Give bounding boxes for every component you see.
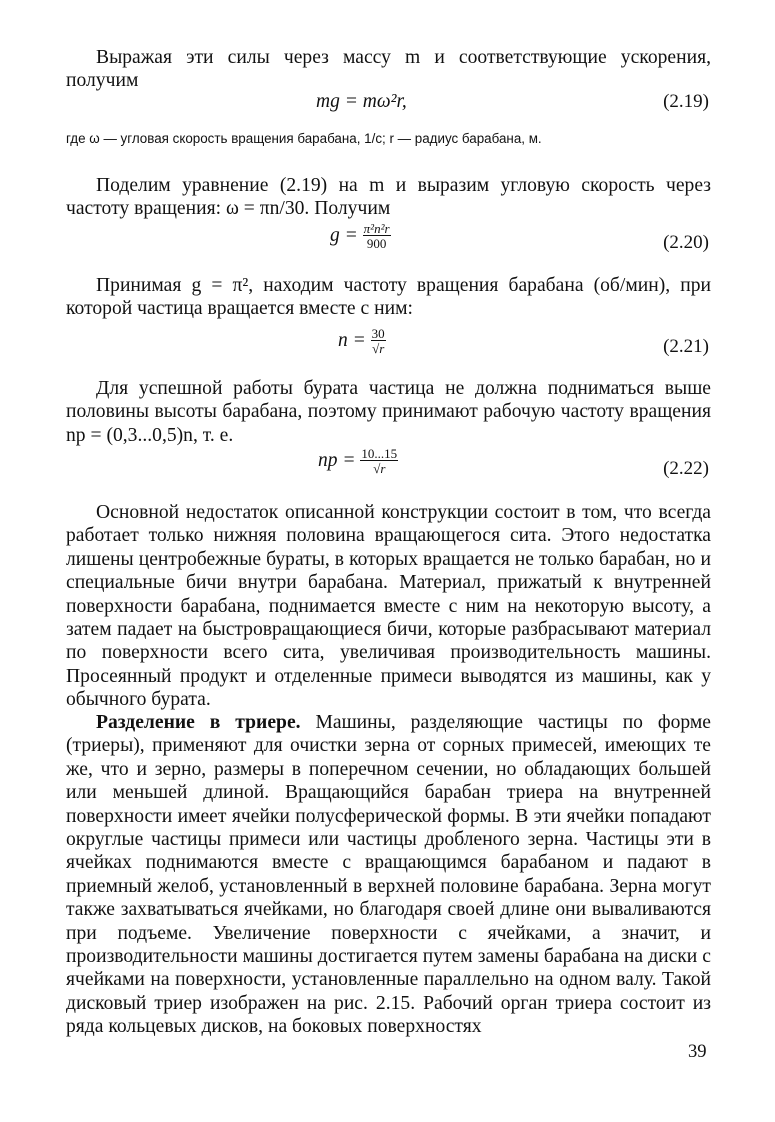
equation-2-22-fraction xyxy=(360,447,398,476)
equation-2-22-denominator: √r xyxy=(373,461,386,476)
paragraph-trier-text: Машины, разделяющие частицы по форме (триеры), применяют для очистки зерна от сорных примесей, имеющих те же, что и зерно, размеры в поперечном сечении, но обладающих большей или меньшей длиной. Вращающийся барабан триера на внутренней поверхности имеет ячейки полусферической формы. В эти ячейки попадают округлые частицы примеси или частицы дробленого зерна. Частицы эти в ячейках поднимаются вместе с вращающимся барабаном и падают в приемный желоб, установленный в верхней половине барабана. Зерна могут также захватываться ячейками, но благодаря своей длине они вываливаются при подъеме. Увеличение поверхности с ячейками, а значит, и производительности машины достигается путем замены барабана на диски с ячейками на поверхности, установленные параллельно на одном валу. Такой дисковый триер изображен на рис. 2.15. Рабочий орган триера состоит из ряда кольцевых дисков, на боковых поверхностях xyxy=(66,712,711,1038)
equation-2-21-fraction xyxy=(371,327,386,356)
paragraph-rotation-frequency-text: Принимая g = π², находим частоту вращения барабана (об/мин), при которой частица вращается вместе с ним: xyxy=(66,275,711,320)
equation-2-21-numerator: 30 xyxy=(371,326,385,341)
equation-2-21 xyxy=(338,327,386,356)
paragraph-burat-operation xyxy=(66,377,711,447)
paragraph-angular-speed-text: Поделим уравнение (2.19) на m и выразим угловую скорость через частоту вращения: ω = πn/30. Получим xyxy=(66,175,711,220)
equation-2-21-lhs: n = xyxy=(338,329,371,351)
equation-2-20-numerator: π²n²r xyxy=(363,221,390,236)
equation-2-22-numerator: 10...15 xyxy=(361,446,398,461)
paragraph-angular-speed xyxy=(66,174,711,221)
equation-2-22-lhs: nр = xyxy=(318,449,361,471)
paragraph-burat-operation-text: Для успешной работы бурата частица не должна подниматься выше половины высоты барабана, поэтому принимают рабочую частоту вращения nр = (0,3...0,5)n, т. е. xyxy=(66,378,711,446)
equation-2-19-number: (2.19) xyxy=(663,91,709,112)
equation-2-19-expression: mg = mω²r, xyxy=(316,91,407,112)
equation-2-20-fraction xyxy=(363,222,391,251)
paragraph-trier-heading: Разделение в триере. xyxy=(96,712,301,733)
paragraph-rotation-frequency xyxy=(66,274,711,321)
equation-2-21-number: (2.21) xyxy=(663,336,709,357)
paragraph-centrifugal-burat xyxy=(66,501,711,712)
equation-2-20 xyxy=(330,222,391,251)
equation-2-19 xyxy=(316,91,407,113)
equation-2-20-number: (2.20) xyxy=(663,232,709,253)
where-note xyxy=(66,130,711,148)
paragraph-intro-text: Выражая эти силы через массу m и соответствующие ускорения, получим xyxy=(66,47,711,92)
paragraph-trier-separation xyxy=(66,711,711,1039)
paragraph-centrifugal-burat-text: Основной недостаток описанной конструкции состоит в том, что всегда работает только нижняя половина вращающегося сита. Этого недостатка лишены центробежные бураты, в которых вращается не только барабан, но и специальные бичи внутри барабана. Материал, прижатый к внутренней поверхности барабана, поднимается вместе с ним на некоторую высоту, а затем падает на быстровращающиеся бичи, которые разбрасывают материал по поверхности всего сита, увеличивая производительность машины. Просеянный продукт и отделенные примеси выводятся из машины, как у обычного бурата. xyxy=(66,502,711,711)
equation-2-22-number: (2.22) xyxy=(663,458,709,479)
equation-2-21-denominator: √r xyxy=(372,341,385,356)
equation-2-22 xyxy=(318,447,398,476)
equation-2-20-lhs: g = xyxy=(330,224,363,246)
paragraph-intro xyxy=(66,46,711,93)
equation-2-20-denominator: 900 xyxy=(366,236,387,251)
where-note-text: где ω — угловая скорость вращения барабана, 1/с; r — радиус барабана, м. xyxy=(66,131,542,146)
page-number: 39 xyxy=(688,1041,707,1062)
